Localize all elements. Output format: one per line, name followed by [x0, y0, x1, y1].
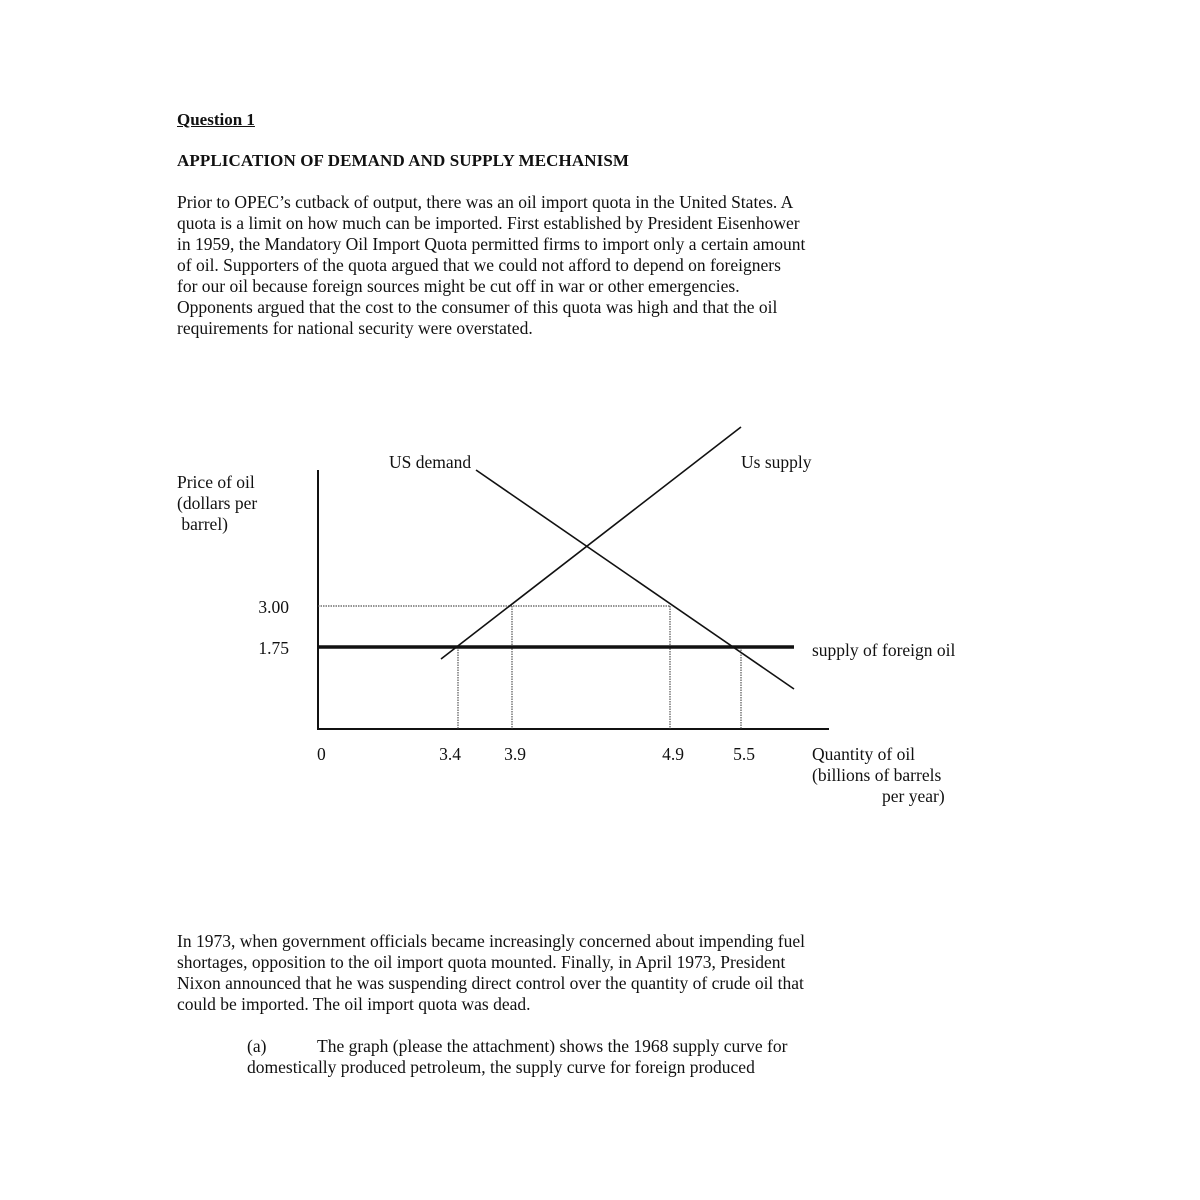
x-axis-label-line: per year) [882, 786, 945, 806]
y-tick-label: 3.00 [258, 597, 289, 617]
text-line: shortages, opposition to the oil import quota mounted. Finally, in April 1973, President [177, 952, 786, 972]
text-line: The graph (please the attachment) shows the 1968 supply curve for [317, 1036, 788, 1056]
x-tick-label: 5.5 [733, 744, 755, 764]
text-line: of oil. Supporters of the quota argued that we could not afford to depend on foreigners [177, 255, 781, 275]
x-tick-label: 4.9 [662, 744, 684, 764]
history-paragraph [177, 931, 1037, 1015]
text-line: quota is a limit on how much can be imported. First established by President Eisenhower [177, 213, 800, 233]
series-line-us-demand [476, 470, 794, 689]
question-item-a [247, 1036, 787, 1078]
text-line: in 1959, the Mandatory Oil Import Quota permitted firms to import only a certain amount [177, 234, 806, 254]
text-line: Opponents argued that the cost to the consumer of this quota was high and that the oil [177, 297, 778, 317]
question-label: Question 1 [177, 110, 255, 129]
text-line: could be imported. The oil import quota was dead. [177, 994, 531, 1014]
series-label: supply of foreign oil [812, 640, 956, 660]
text-line: requirements for national security were overstated. [177, 318, 533, 338]
text-line: for our oil because foreign sources might be cut off in war or other emergencies. [177, 276, 740, 296]
series-label: Us supply [741, 452, 812, 472]
y-axis-label-line: Price of oil [177, 472, 255, 492]
y-axis-label-line: (dollars per [177, 493, 258, 513]
x-axis-label-line: Quantity of oil [812, 744, 916, 764]
series-line-us-supply [441, 427, 741, 659]
section-heading: APPLICATION OF DEMAND AND SUPPLY MECHANISM [177, 151, 630, 170]
y-axis-label-line: barrel) [177, 514, 229, 534]
x-tick-label: 3.9 [504, 744, 526, 764]
x-axis-label-line: (billions of barrels [812, 765, 942, 785]
text-line: In 1973, when government officials became increasingly concerned about impending fuel [177, 931, 806, 951]
x-tick-label: 3.4 [439, 744, 461, 764]
item-label: (a) [247, 1036, 267, 1056]
text-line: domestically produced petroleum, the supply curve for foreign produced [247, 1057, 755, 1077]
y-tick-label: 1.75 [258, 638, 289, 658]
text-line: Nixon announced that he was suspending direct control over the quantity of crude oil that [177, 973, 804, 993]
origin-label: 0 [317, 744, 326, 764]
series-label: US demand [389, 452, 472, 472]
text-line: Prior to OPEC’s cutback of output, there was an oil import quota in the United States. A [177, 192, 794, 212]
